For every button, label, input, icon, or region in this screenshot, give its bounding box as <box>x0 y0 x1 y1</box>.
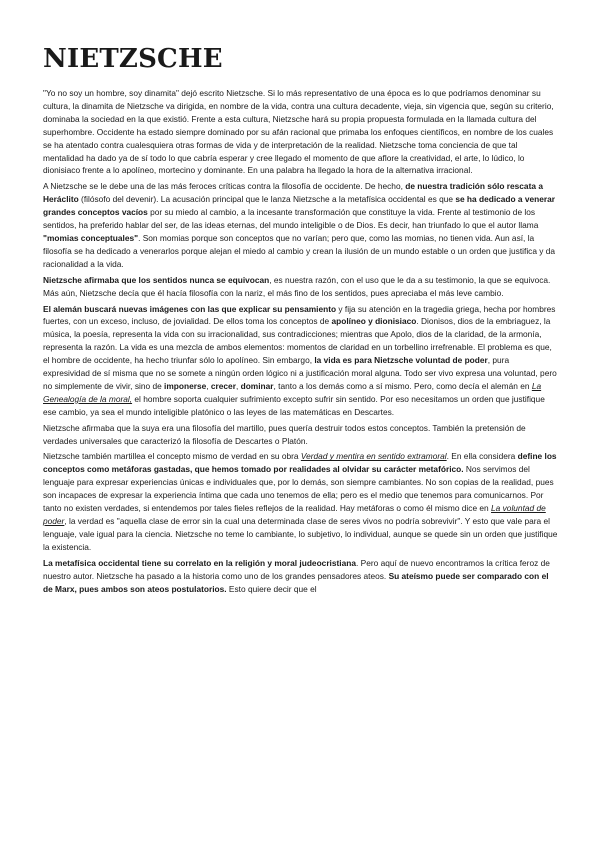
bold-text: apolíneo y dionisiaco <box>331 316 417 327</box>
text-segment: , es nuestra razón, con el uso que le da a su testimonio, la que se equivoca. Más aún, Nietzsche decía que él hacía filosofía con la nariz, el más fino de los sentidos, pues apreciaba el más leve cambio. <box>43 274 551 298</box>
bold-text: de nuestra tradición sólo rescata a Heráclito <box>43 181 543 205</box>
work-title: Verdad y mentira en sentido extramoral <box>300 451 447 462</box>
text-segment: "Yo no soy un hombre, soy dinamita" dejó escrito Nietzsche. Si lo más representativo de una época es lo que podríamos denominar su cultura, la dinamita de Nietzsche va dirigida, en nombre de la vida, contra una cultura decadente, vieja, sin vigencia que, según su criterio, dominaba la sociedad en la que existió. Frente a esta cultura, Nietzsche hará su propia propuesta formulada en la llamada cultura del superhombre. Occidente ha estado siempre dominado por su afán racional que primaba los enfoques científicos, en nombre de los cuales se ha atentado contra cualesquiera otras formas de vida y de interpretación de la realidad. Nietzsche toma conciencia de que tal mentalidad ha dado ya de sí todo lo que cabría esperar y cree llegado el momento de que aflore la creatividad, el arte, lo lúdico, lo dionisiaco frente a lo apolíneo, mortecino y dominante. En una palabra ha llegado la hora de la alternativa irracional. <box>43 88 554 176</box>
paragraph <box>43 303 558 419</box>
text-segment: . Dionisos, dios de la embriaguez, la música, la poesía, representa la vida con su irracionalidad, sus contradicciones; mientras que Apolo, dios de la claridad, de la armonía, representa la razón. La vida es una mezcla de ambos elementos: momentos de claridad en un torbellino irrefrenable. El problema es que, el hombre de occidente, ha hecho triunfar sólo lo apolíneo. Sin embargo, <box>43 316 552 366</box>
paragraph <box>43 87 558 177</box>
paragraph <box>43 557 558 596</box>
bold-text: imponerse <box>164 380 207 391</box>
text-segment: Esto quiere decir que el <box>226 583 317 594</box>
paragraph <box>43 274 558 300</box>
work-title: La voluntad de poder <box>43 503 546 526</box>
bold-text: dominar <box>240 380 274 391</box>
text-segment: , <box>206 380 211 391</box>
text-segment: el hombre soporta cualquier sufrimiento excepto sufrir sin sentido. Por eso necesitamos un orden que justifique ese cambio, ya sea el mundo inteligible platónico o las leyes de las matemáticas en Descartes. <box>43 393 545 417</box>
paragraph <box>43 422 558 448</box>
text-segment: Nos servimos del lenguaje para expresar experiencias únicas e individuales que, por lo demás, son siempre cambiantes. No son copias de la realidad, pues son incapaces de expresar la experiencia íntima que cada uno tenemos de ella; pero es el medio que tenemos para comunicarnos. Por tanto no existen verdades, si entendemos por tales fieles reflejos de la realidad. Hay metáforas o como él mismo dice en <box>43 464 554 514</box>
document-body <box>43 87 558 595</box>
text-segment: , la verdad es "aquella clase de error sin la cual una determinada clase de seres vivos no podría sobrevivir". Y esto que vale para el lenguaje, vale igual para la ciencia. Nietzsche no teme lo cambiante, lo subjetivo, lo individual, aunque se quede sin un orden que justifique la existencia. <box>43 516 558 552</box>
text-segment: , <box>235 380 241 391</box>
text-segment: Nietzsche afirmaba que la suya era una filosofía del martillo, pues quería destruir todos estos conceptos. También la pretensión de verdades universales que caracterizó la filosofía de Descartes o Platón. <box>43 422 526 446</box>
paragraph <box>43 180 558 270</box>
bold-text: La metafísica occidental tiene su correlato en la religión y moral judeocristiana <box>43 557 356 568</box>
work-title: La Genealogía de la moral, <box>43 380 542 404</box>
text-segment: . Pero aquí de nuevo encontramos la crítica feroz de nuestro autor. Nietzsche ha pasado a la historia como uno de los grandes pensadores ateos. <box>43 557 550 581</box>
bold-text: se ha dedicado a venerar grandes conceptos vacíos <box>43 194 556 218</box>
bold-text: crecer <box>210 380 236 391</box>
text-segment: Nietzsche también martillea el concepto mismo de verdad en su obra <box>43 451 301 462</box>
text-segment: . En ella considera <box>446 451 518 462</box>
text-segment: por su miedo al cambio, a la incesante transformación que constituye la vida. Frente al testimonio de los sentidos, ha preferido hablar del ser, de las ideas eternas, del mundo inteligible o de Dios. Es decir, han triunfado lo que el autor llama <box>43 207 539 231</box>
bold-text: la vida es para Nietzsche voluntad de poder <box>314 355 488 366</box>
document-page <box>43 44 558 598</box>
bold-text: El alemán buscará nuevas imágenes con las que explicar su pensamiento <box>43 303 337 314</box>
text-segment: y fija su atención en la tragedia griega, hecha por hombres fuertes, con un exceso, incluso, de jovialidad. De ellos toma los conceptos de <box>43 303 556 327</box>
text-segment: . Son momias porque son conceptos que no varían; pero que, como las momias, no tienen vida. Aun así, la filosofía se ha dedicado a venerarlos porque alejan el miedo al cambio y crean la ilusión de un mundo estable o un orden que justifica y da racionalidad a la vida. <box>43 232 556 269</box>
bold-text: Su ateísmo puede ser comparado con el de Marx, pues ambos son ateos postulatorios. <box>43 570 549 594</box>
bold-text: define los conceptos como metáforas gastadas, que hemos tomado por realidades al olvidar su carácter metafórico. <box>43 451 557 475</box>
text-segment: (filósofo del devenir). La acusación principal que le lanza Nietzsche a la metafísica occidental es que <box>78 194 456 205</box>
paragraph <box>43 450 558 553</box>
text-segment: , pura expresividad de sí misma que no se somete a ningún orden lógico ni a justificación moral alguna. Todo ser vivo expresa una voluntad, pero no simplemente de vivir, sino de <box>43 355 557 391</box>
text-segment: A Nietzsche se le debe una de las más feroces críticas contra la filosofía de occidente. De hecho, <box>43 181 406 192</box>
bold-text: Nietzsche afirmaba que los sentidos nunca se equivocan <box>43 274 270 285</box>
text-segment: , tanto a los demás como a sí mismo. Pero, como decía el alemán en <box>273 380 532 391</box>
document-title: NIETZSCHE <box>43 44 223 74</box>
bold-text: "momias conceptuales" <box>43 232 139 243</box>
